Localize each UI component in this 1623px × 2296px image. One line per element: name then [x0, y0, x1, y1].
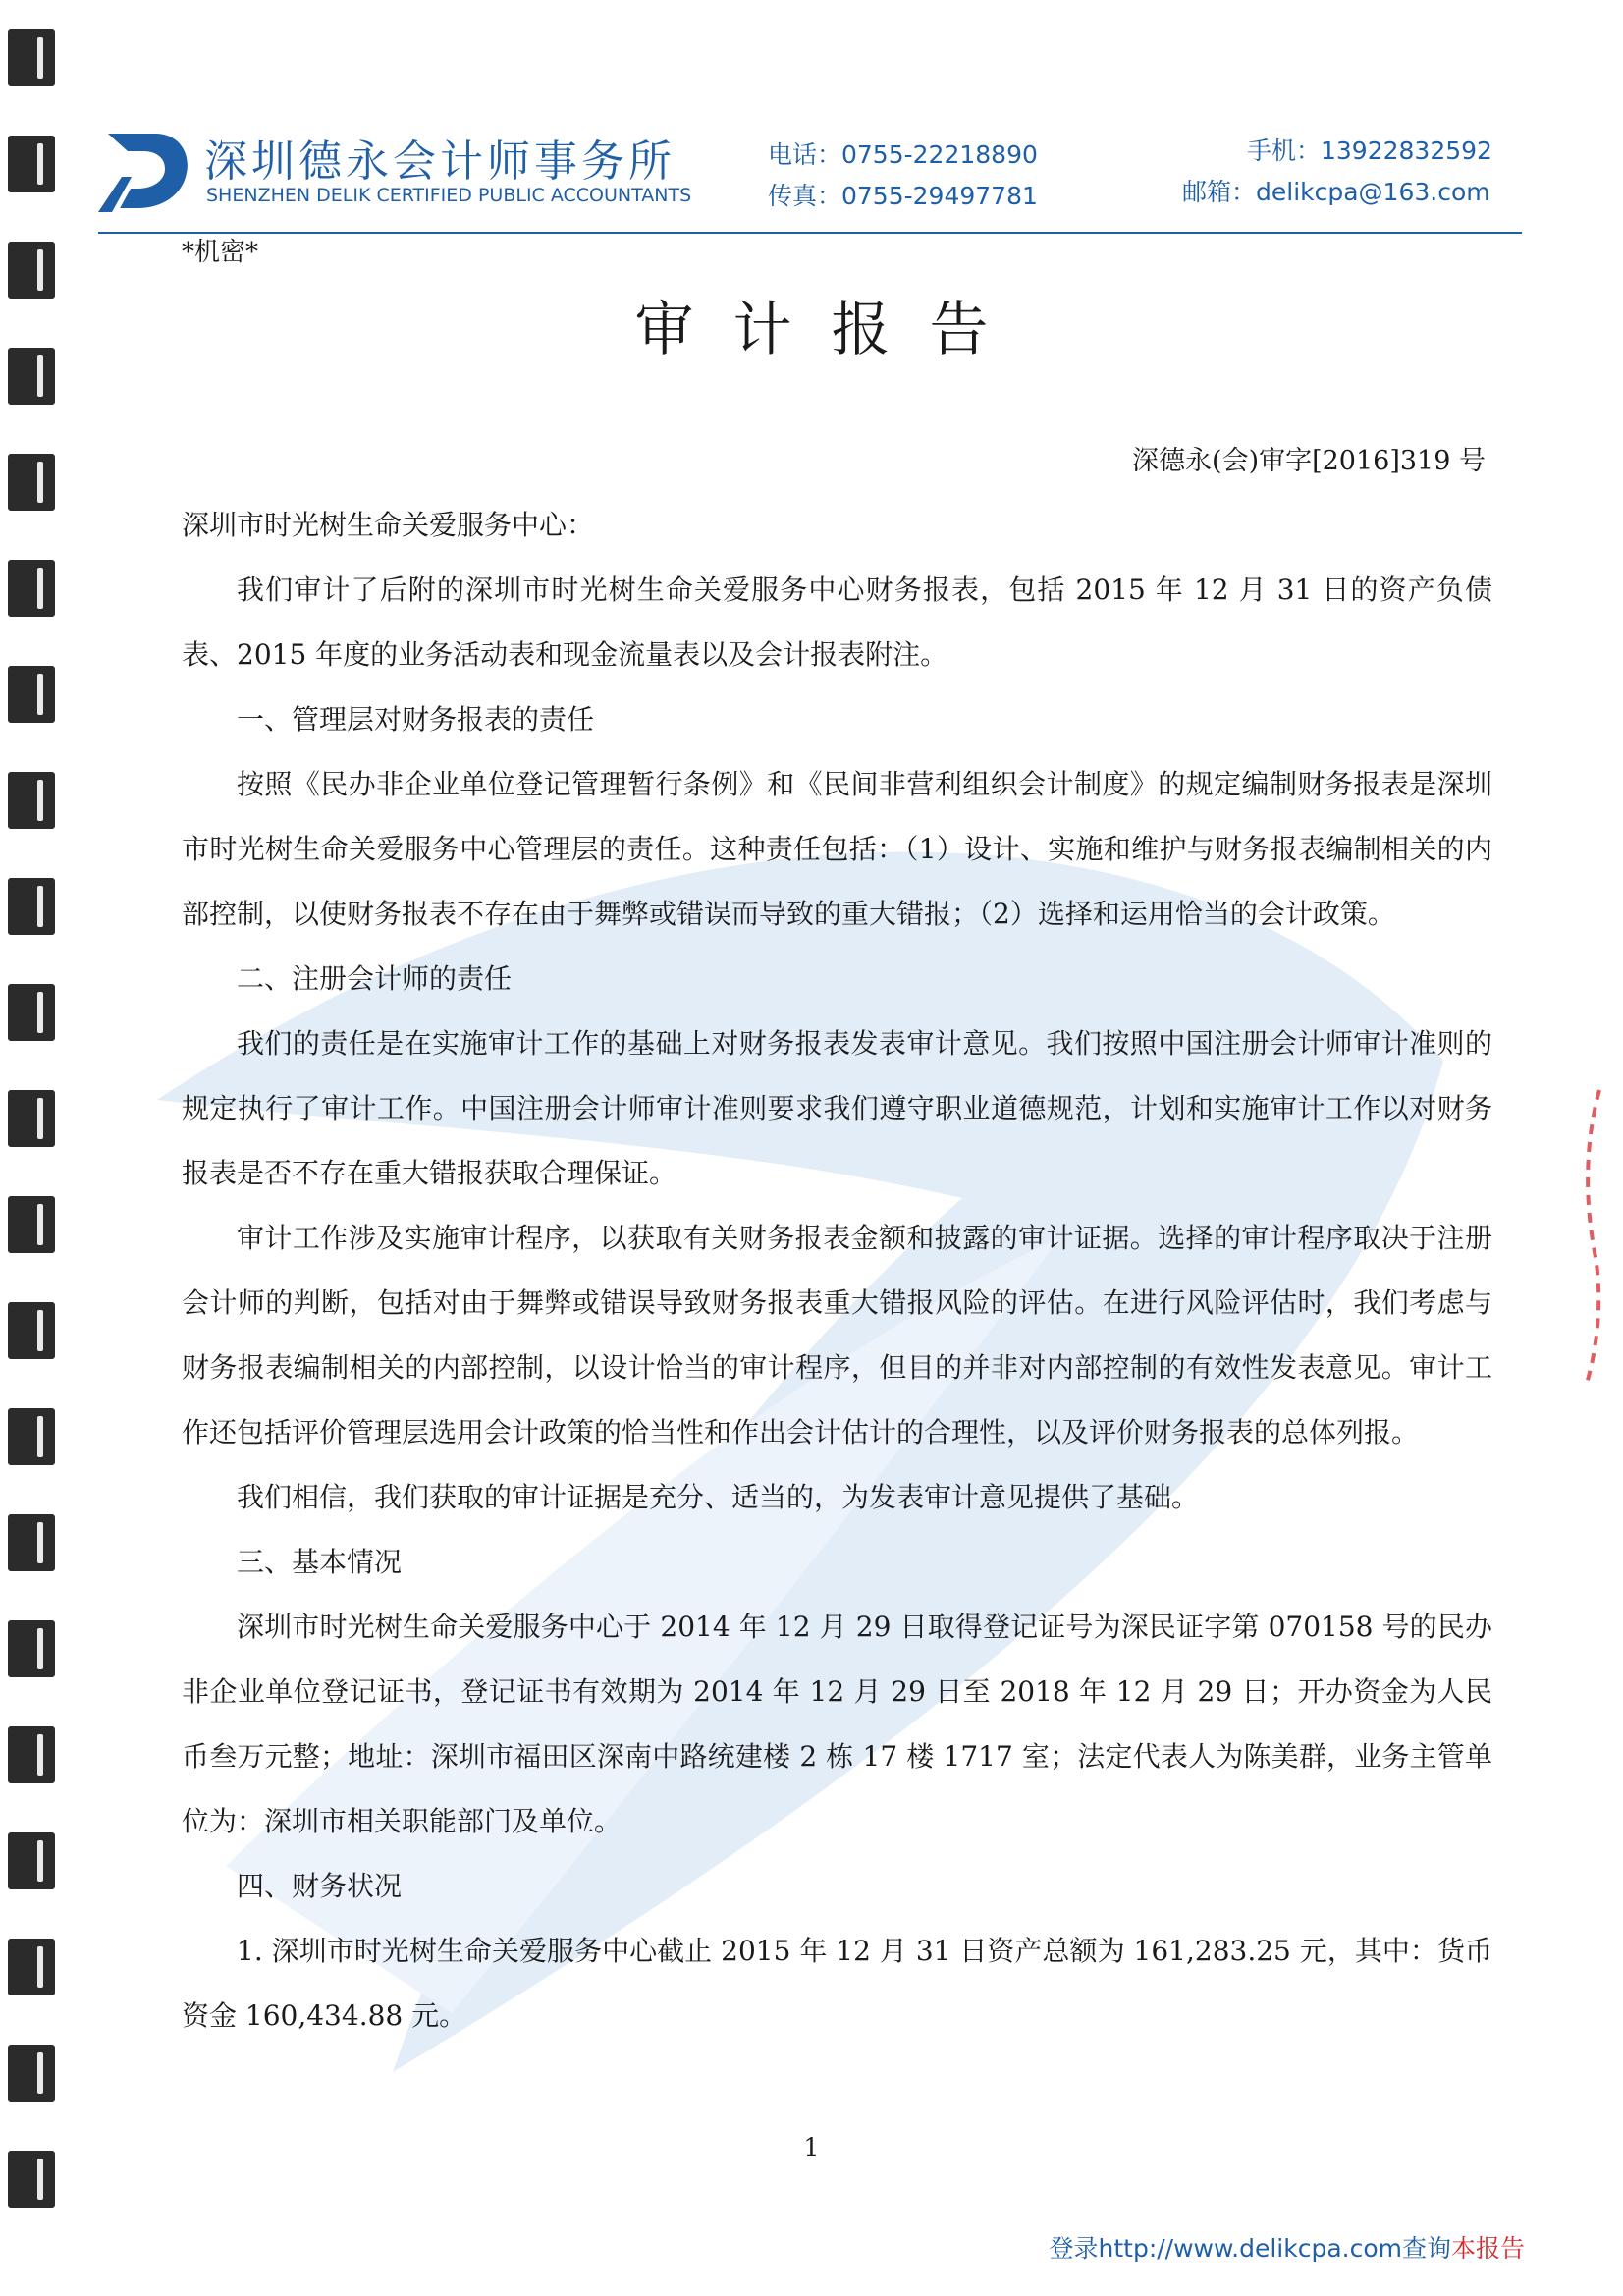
phone-number: 电话：0755-22218890 — [768, 140, 1038, 169]
reference-number: 深德永(会)审字[2016]319 号 — [1132, 446, 1486, 476]
firm-name-cn: 深圳德永会计师事务所 — [204, 137, 676, 187]
auditor-paragraph-1: 我们的责任是在实施审计工作的基础上对财务报表发表审计意见。我们按照中国注册会计师审计准则的规定执行了审计工作。中国注册会计师审计准则要求我们遵守职业道德规范，计划和实施审计工作以对财务报表是否不存在重大错报获取合理保证。 — [182, 1027, 1492, 1189]
auditor-paragraph-2: 审计工作涉及实施审计程序，以获取有关财务报表金额和披露的审计证据。选择的审计程序取决于注册会计师的判断，包括对由于舞弊或错误导致财务报表重大错报风险的评估。在进行风险评估时，我们考虑与财务报表编制相关的内部控制，以设计恰当的审计程序，但目的并非对内部控制的有效性发表意见。审计工作还包括评价管理层选用会计政策的恰当性和作出会计估计的合理性，以及评价财务报表的总体列报。 — [182, 1222, 1492, 1449]
confidential-mark: *机密* — [182, 238, 259, 267]
fax-number: 传真：0755-29497781 — [768, 182, 1038, 210]
letterhead — [98, 126, 1532, 234]
section-heading-financial: 四、财务状况 — [237, 1870, 403, 1902]
email-address: 邮箱：delikcpa@163.com — [1182, 178, 1490, 206]
verification-report-label: 本报告 — [1450, 2234, 1525, 2263]
seal-stamp-edge — [1566, 1080, 1605, 1394]
management-paragraph: 按照《民办非企业单位登记管理暂行条例》和《民间非营利组织会计制度》的规定编制财务报表是深圳市时光树生命关爱服务中心管理层的责任。这种责任包括：（1）设计、实施和维护与财务报表编制相关的内部控制，以使财务报表不存在由于舞弊或错误而导致的重大错报；（2）选择和运用恰当的会计政策。 — [182, 768, 1492, 930]
firm-name-en: SHENZHEN DELIK CERTIFIED PUBLIC ACCOUNTANTS — [206, 185, 692, 206]
section-heading-management: 一、管理层对财务报表的责任 — [237, 703, 595, 736]
basic-info-paragraph: 深圳市时光树生命关爱服务中心于 2014 年 12 月 29 日取得登记证号为深民证字第 070158 号的民办非企业单位登记证书，登记证书有效期为 2014 年 12 月 29 日至 2018 年 12 月 29 日；开办资金为人民币叁万元整；地址：深圳市福田区深南中路统建楼 2 栋 17 楼 1717 室；法定代表人为陈美群，业务主管单位为：深圳市相关职能部门及单位。 — [182, 1611, 1492, 1837]
auditor-paragraph-3: 我们相信，我们获取的审计证据是充分、适当的，为发表审计意见提供了基础。 — [237, 1481, 1200, 1513]
verification-link[interactable]: 登录http://www.delikcpa.com查询 — [1049, 2234, 1451, 2263]
firm-logo-icon — [98, 126, 192, 214]
report-title: 审计报告 — [634, 296, 1028, 364]
verification-footer — [1050, 2229, 1526, 2265]
addressee: 深圳市时光树生命关爱服务中心： — [182, 509, 595, 541]
report-body — [182, 493, 1492, 2049]
section-heading-basic-info: 三、基本情况 — [237, 1546, 403, 1578]
header-divider — [98, 232, 1522, 234]
intro-paragraph: 我们审计了后附的深圳市时光树生命关爱服务中心财务报表，包括 2015 年 12 月 31 日的资产负债表、2015 年度的业务活动表和现金流量表以及会计报表附注。 — [182, 574, 1492, 671]
section-heading-auditor: 二、注册会计师的责任 — [237, 962, 513, 995]
financial-item-1: 1. 深圳市时光树生命关爱服务中心截止 2015 年 12 月 31 日资产总额为 161,283.25 元，其中：货币资金 160,434.88 元。 — [182, 1935, 1492, 2032]
mobile-number: 手机：13922832592 — [1247, 137, 1492, 165]
page-number: 1 — [803, 2133, 820, 2161]
